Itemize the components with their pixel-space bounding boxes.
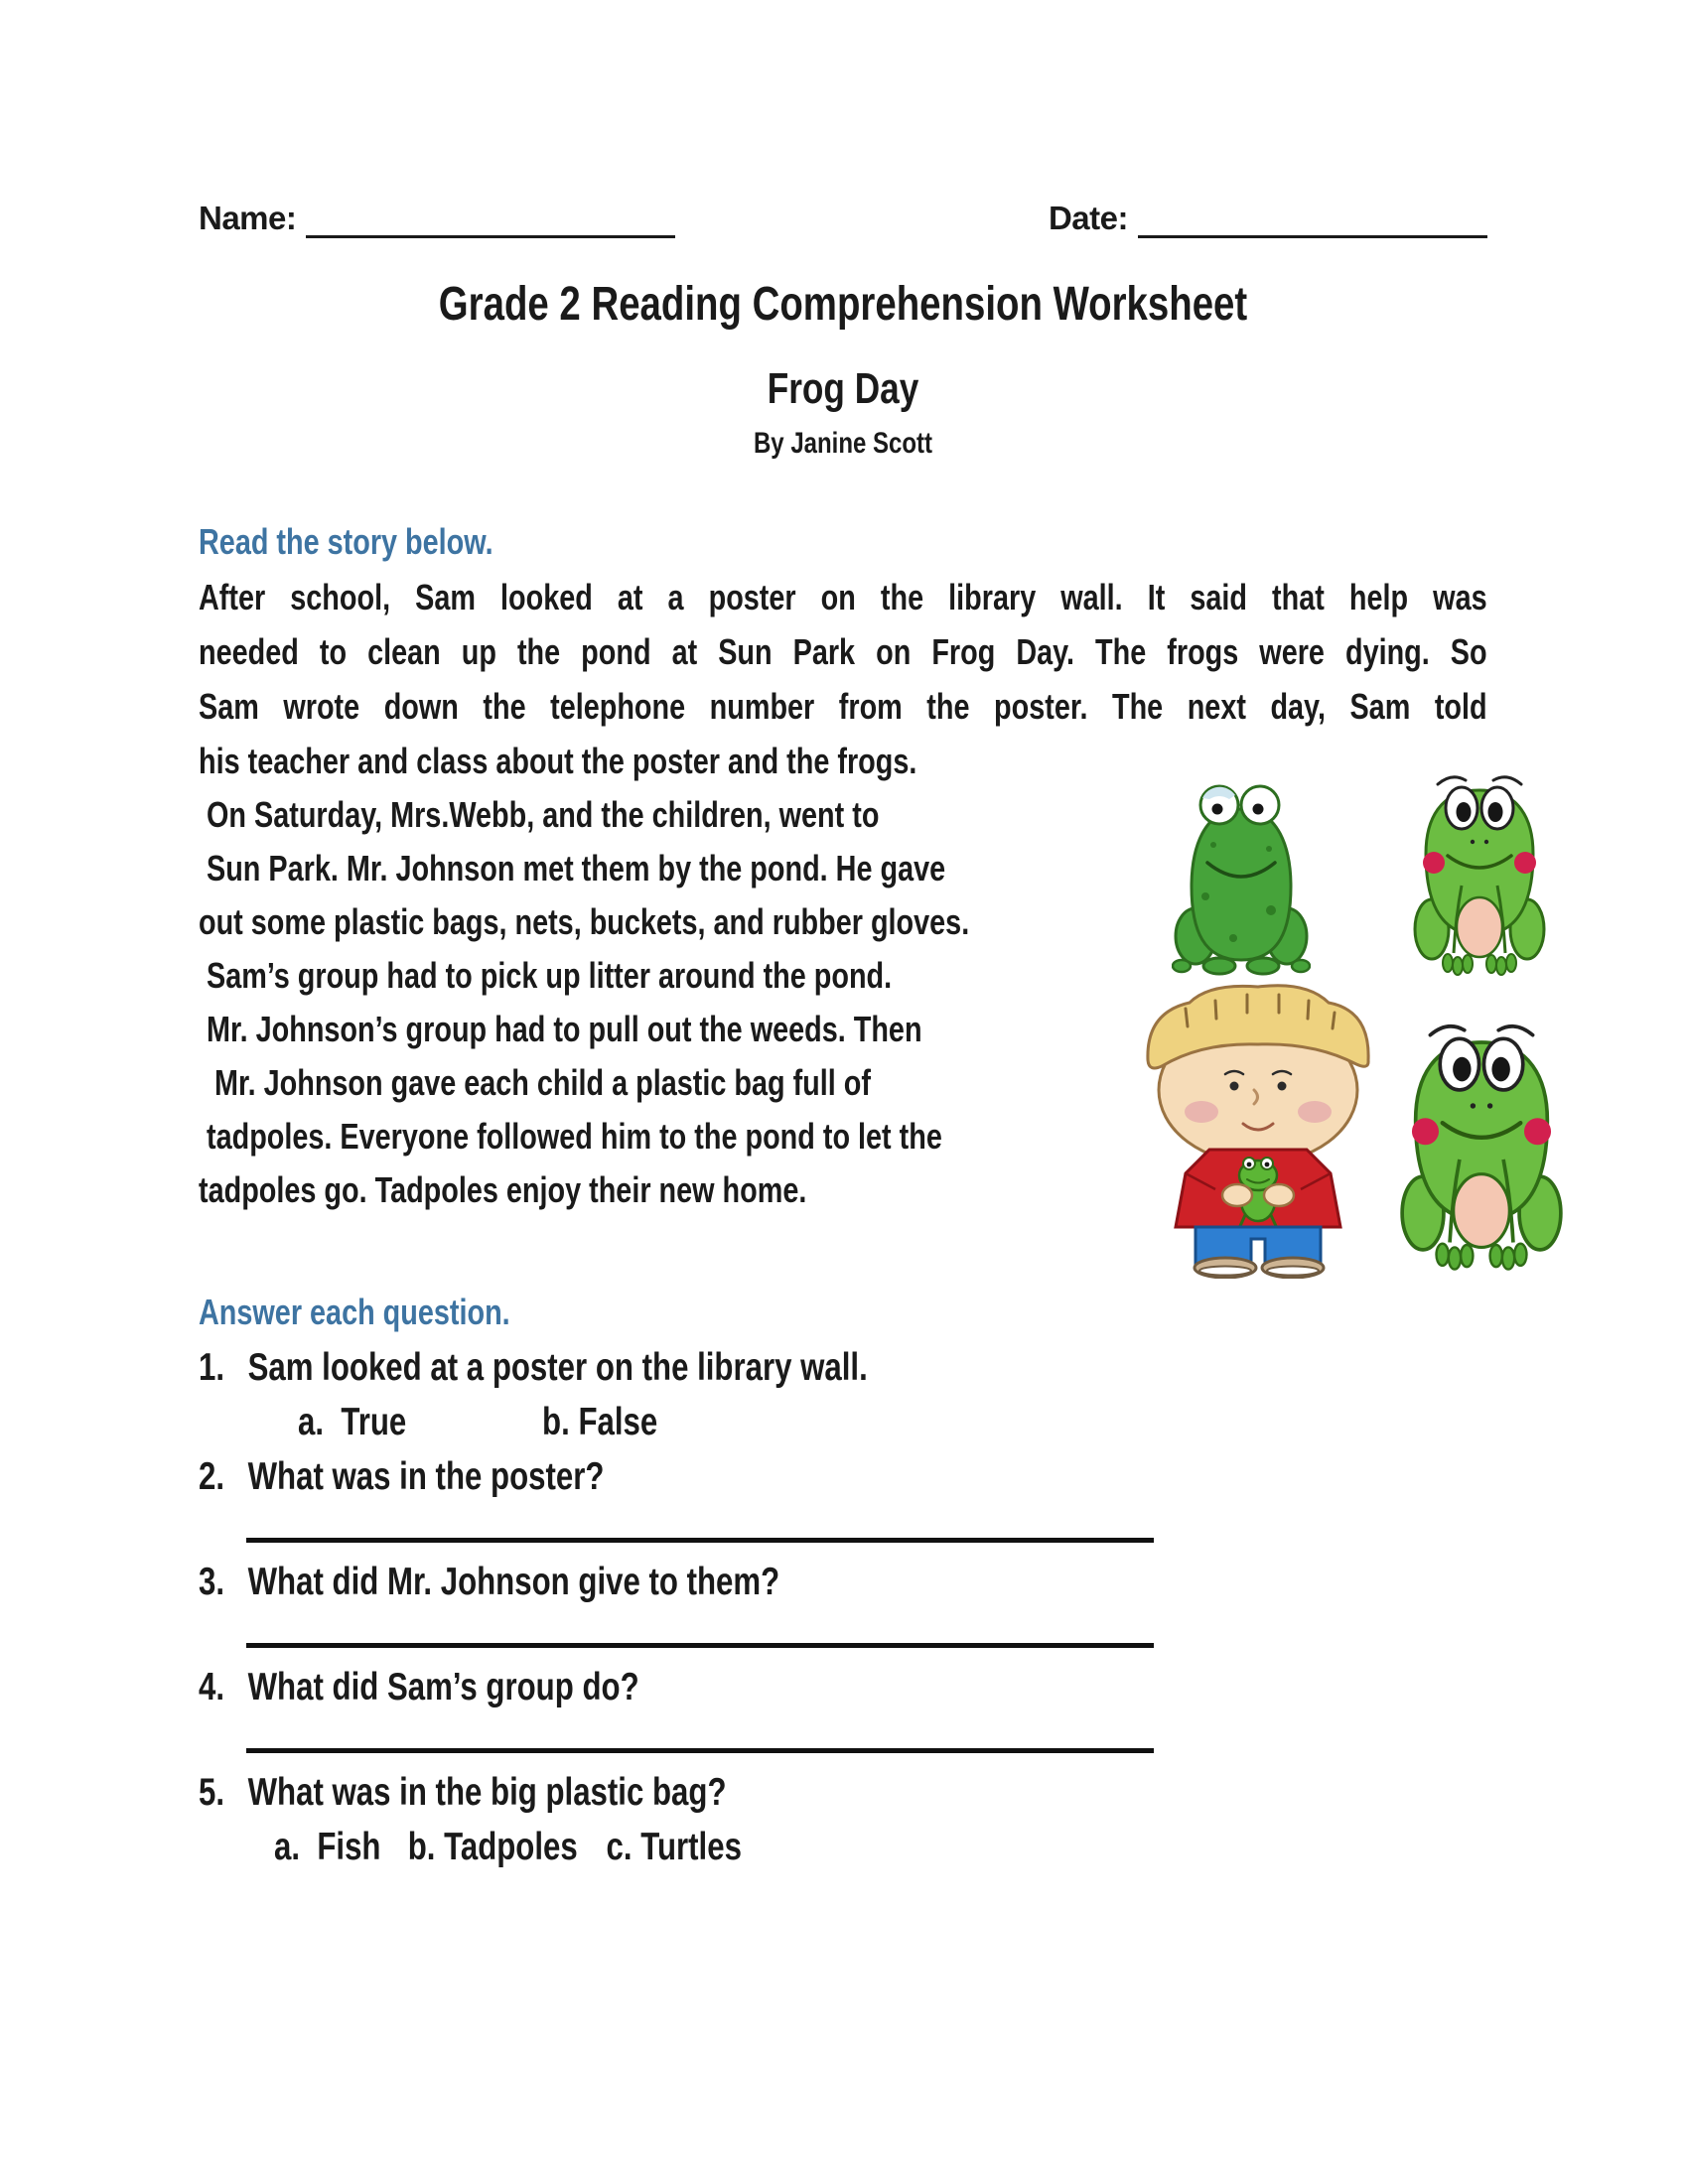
header-row [199, 197, 1487, 238]
story-line: his teacher and class about the poster and the frogs. [199, 741, 917, 781]
question-number: 5. [199, 1771, 225, 1814]
red-cheek-frog-large-clipart [1396, 1013, 1567, 1275]
boy-holding-frog-clipart [1138, 979, 1380, 1279]
story-byline: By Janine Scott [753, 427, 933, 460]
story-line: Sam wrote down the telephone number from the poster. The next day, Sam told [199, 686, 1487, 727]
option-true: a. True [298, 1401, 407, 1443]
question-3 [199, 1555, 1229, 1609]
story-line: Sun Park. Mr. Johnson met them by the pond. He gave [199, 848, 946, 888]
question-text: Sam looked at a poster on the library wall. [247, 1346, 868, 1389]
read-story-heading: Read the story below. [199, 521, 493, 562]
option-false: b. False [542, 1401, 658, 1443]
question-text: What did Mr. Johnson give to them? [247, 1561, 780, 1603]
name-write-line [306, 200, 675, 238]
question-1-options [199, 1395, 1229, 1449]
questions-list [199, 1340, 1487, 1874]
option-turtles: c. Turtles [606, 1826, 742, 1868]
date-field [1049, 199, 1487, 238]
green-frog-clipart [1172, 779, 1311, 983]
story-line: needed to clean up the pond at Sun Park on Frog Day. The frogs were dying. So [199, 631, 1487, 672]
question-1 [199, 1340, 1229, 1395]
worksheet-title: Grade 2 Reading Comprehension Worksheet [438, 278, 1248, 331]
question-number: 2. [199, 1455, 225, 1498]
question-5 [199, 1765, 1229, 1820]
name-label: Name: [199, 200, 297, 236]
question-text: What was in the big plastic bag? [247, 1771, 727, 1814]
story-paragraph-full [199, 570, 1487, 788]
answer-write-line [246, 1643, 1154, 1648]
red-cheek-frog-clipart [1410, 767, 1549, 978]
answer-questions-heading: Answer each question. [199, 1292, 510, 1332]
question-number: 3. [199, 1561, 225, 1603]
story-line: Sam’s group had to pick up litter around the pond. [199, 955, 893, 996]
question-text: What was in the poster? [247, 1455, 605, 1498]
option-fish: a. Fish [274, 1826, 381, 1868]
story-title: Frog Day [767, 364, 919, 413]
story-line: out some plastic bags, nets, buckets, and rubber gloves. [199, 901, 970, 942]
question-text: What did Sam’s group do? [247, 1666, 639, 1708]
option-tadpoles: b. Tadpoles [407, 1826, 578, 1868]
question-number: 4. [199, 1666, 225, 1708]
question-number: 1. [199, 1346, 225, 1389]
story-line: Mr. Johnson’s group had to pull out the weeds. Then [199, 1009, 922, 1049]
story-line: After school, Sam looked at a poster on the library wall. It said that help was [199, 577, 1487, 617]
story-line: tadpoles. Everyone followed him to the pond to let the [199, 1116, 942, 1157]
story-line: On Saturday, Mrs.Webb, and the children, went to [199, 794, 880, 835]
answer-write-line [246, 1748, 1154, 1753]
story-line: Mr. Johnson gave each child a plastic bag full of [199, 1062, 871, 1103]
name-field [199, 199, 675, 238]
date-label: Date: [1048, 200, 1128, 236]
story-line: tadpoles go. Tadpoles enjoy their new home. [199, 1169, 807, 1210]
question-5-options [199, 1820, 1229, 1874]
question-4 [199, 1660, 1229, 1714]
question-2 [199, 1449, 1229, 1504]
answer-write-line [246, 1538, 1154, 1543]
date-write-line [1138, 200, 1487, 238]
